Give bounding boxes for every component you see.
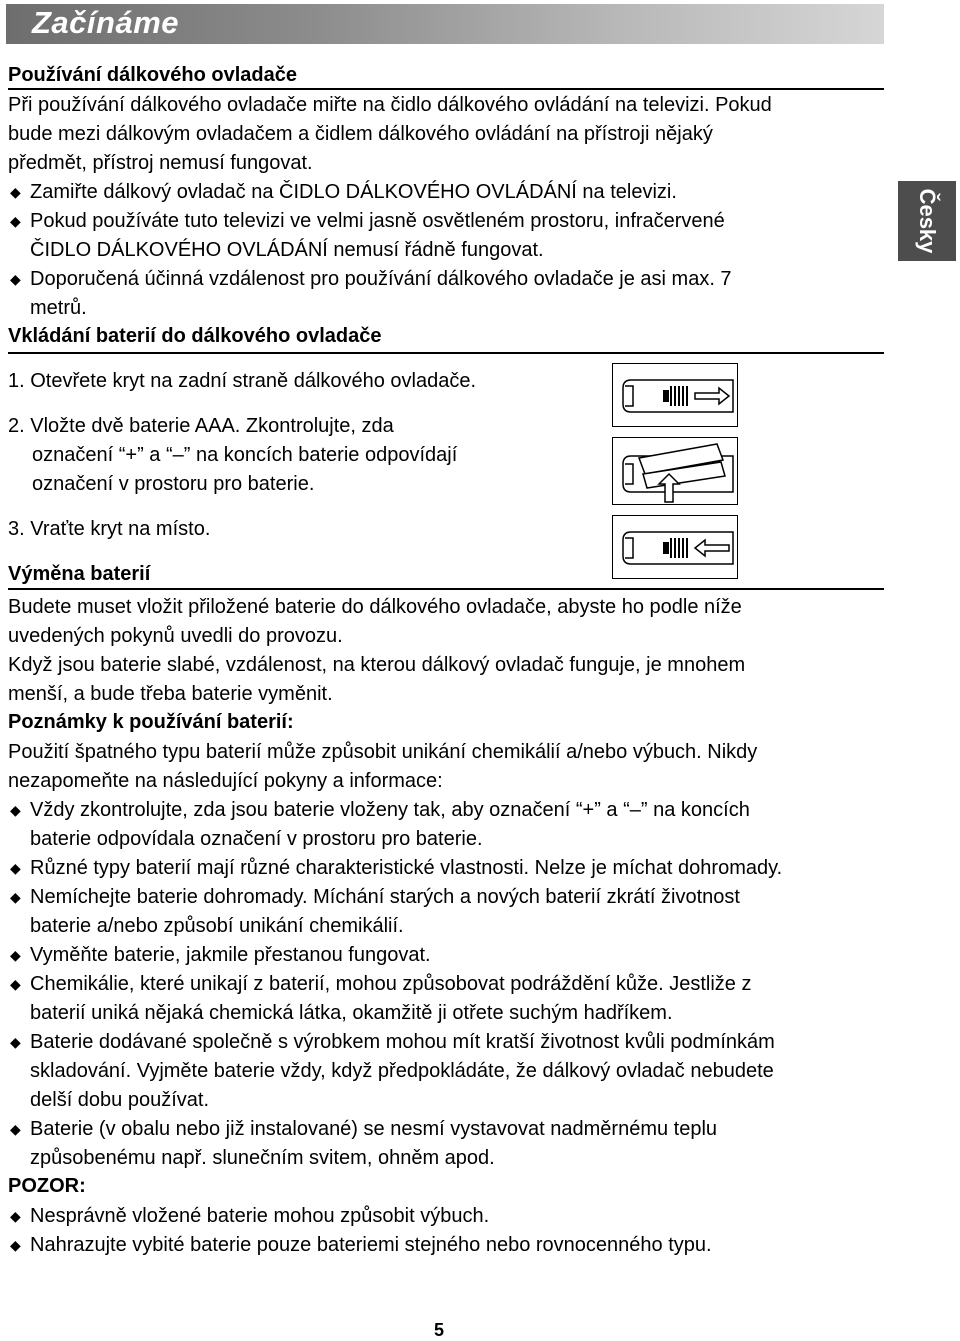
- bullet-text: Zamiřte dálkový ovladač na ČIDLO DÁLKOVÉHO OVLÁDÁNÍ na televizi.: [30, 181, 677, 203]
- open-cover-illustration: [612, 363, 738, 427]
- bullet-text: Vždy zkontrolujte, zda jsou baterie vloženy tak, aby označení “+” a “–” na koncích: [30, 799, 750, 821]
- close-cover-illustration: [612, 515, 738, 579]
- insert-batteries-illustration: [612, 437, 738, 505]
- section-heading-battery-insertion: Vkládání baterií do dálkového ovladače: [8, 325, 382, 347]
- bullet-text: Nemíchejte baterie dohromady. Míchání starých a nových baterií zkrátí životnost: [30, 886, 740, 908]
- language-tab: [898, 181, 956, 261]
- bullet-icon: ◆: [10, 802, 21, 818]
- bullet-text: baterií uniká nějaká chemická látka, okamžitě ji otřete suchým hadříkem.: [30, 1002, 673, 1024]
- bullet-text: Baterie dodávané společně s výrobkem mohou mít kratší životnost kvůli podmínkám: [30, 1031, 775, 1053]
- bullet-icon: ◆: [10, 1034, 21, 1050]
- bullet-icon: ◆: [10, 1237, 21, 1253]
- bullet-icon: ◆: [10, 1208, 21, 1224]
- step-2: 2. Vložte dvě baterie AAA. Zkontrolujte, zda: [8, 415, 394, 437]
- bullet-text: Nahrazujte vybité baterie pouze bateriemi stejného nebo rovnocenného typu.: [30, 1234, 712, 1256]
- intro-line: Při používání dálkového ovladače miřte na čidlo dálkového ovládání na televizi. Pokud: [8, 94, 772, 116]
- bullet-icon: ◆: [10, 271, 21, 287]
- notes-heading: Poznámky k používání baterií:: [8, 711, 294, 733]
- bullet-text: Pokud používáte tuto televizi ve velmi jasně osvětleném prostoru, infračervené: [30, 210, 725, 232]
- bullet-icon: ◆: [10, 1121, 21, 1137]
- bullet-text: Baterie (v obalu nebo již instalované) se nesmí vystavovat nadměrnému teplu: [30, 1118, 718, 1140]
- bullet-icon: ◆: [10, 184, 21, 200]
- bullet-text: Vyměňte baterie, jakmile přestanou fungovat.: [30, 944, 431, 966]
- paragraph-line: Když jsou baterie slabé, vzdálenost, na kterou dálkový ovladač funguje, je mnohem: [8, 654, 746, 676]
- bullet-text: Doporučená účinná vzdálenost pro používání dálkového ovladače je asi max. 7: [30, 268, 732, 290]
- bullet-text: baterie a/nebo způsobí unikání chemikálií.: [30, 915, 404, 937]
- bullet-text: Nesprávně vložené baterie mohou způsobit výbuch.: [30, 1205, 490, 1227]
- bullet-text: způsobenému např. slunečním svitem, ohněm apod.: [30, 1147, 495, 1169]
- heading-rule: [8, 352, 884, 354]
- intro-line: bude mezi dálkovým ovladačem a čidlem dálkového ovládání na přístroji nějaký: [8, 123, 713, 145]
- bullet-text: baterie odpovídala označení v prostoru pro baterie.: [30, 828, 483, 850]
- bullet-icon: ◆: [10, 889, 21, 905]
- step-3: 3. Vraťte kryt na místo.: [8, 518, 211, 540]
- step-1: 1. Otevřete kryt na zadní straně dálkového ovladače.: [8, 370, 477, 392]
- paragraph-line: Budete muset vložit přiložené baterie do dálkového ovladače, abyste ho podle níže: [8, 596, 742, 618]
- intro-line: předmět, přístroj nemusí fungovat.: [8, 152, 313, 174]
- section-heading-remote-use: Používání dálkového ovladače: [8, 64, 297, 86]
- bullet-text: Chemikálie, které unikají z baterií, mohou způsobovat podráždění kůže. Jestliže z: [30, 973, 752, 995]
- bullet-text: skladování. Vyjměte baterie vždy, když předpokládáte, že dálkový ovladač nebudete: [30, 1060, 774, 1082]
- paragraph-line: uvedených pokynů uvedli do provozu.: [8, 625, 343, 647]
- bullet-text: delší dobu používat.: [30, 1089, 210, 1111]
- bullet-text: metrů.: [30, 297, 87, 319]
- chapter-banner: [6, 4, 884, 44]
- heading-rule: [8, 588, 884, 590]
- language-tab-label: Česky: [915, 188, 940, 254]
- bullet-icon: ◆: [10, 947, 21, 963]
- section-heading-battery-replacement: Výměna baterií: [8, 563, 151, 585]
- step-2-line: označení v prostoru pro baterie.: [32, 473, 315, 495]
- notes-intro-line: nezapomeňte na následující pokyny a informace:: [8, 770, 443, 792]
- notes-intro-line: Použití špatného typu baterií může způsobit unikání chemikálií a/nebo výbuch. Nikdy: [8, 741, 758, 763]
- page-number: 5: [434, 1320, 445, 1340]
- bullet-icon: ◆: [10, 213, 21, 229]
- chapter-title: Začínáme: [32, 5, 180, 40]
- bullet-icon: ◆: [10, 860, 21, 876]
- paragraph-line: menší, a bude třeba baterie vyměnit.: [8, 683, 333, 705]
- step-2-line: označení “+” a “–” na koncích baterie odpovídají: [32, 444, 458, 466]
- bullet-text: ČIDLO DÁLKOVÉHO OVLÁDÁNÍ nemusí řádně fungovat.: [30, 239, 544, 261]
- heading-rule: [8, 88, 884, 90]
- bullet-text: Různé typy baterií mají různé charakteristické vlastnosti. Nelze je míchat dohromady.: [30, 857, 783, 879]
- warning-heading: POZOR:: [8, 1175, 86, 1197]
- bullet-icon: ◆: [10, 976, 21, 992]
